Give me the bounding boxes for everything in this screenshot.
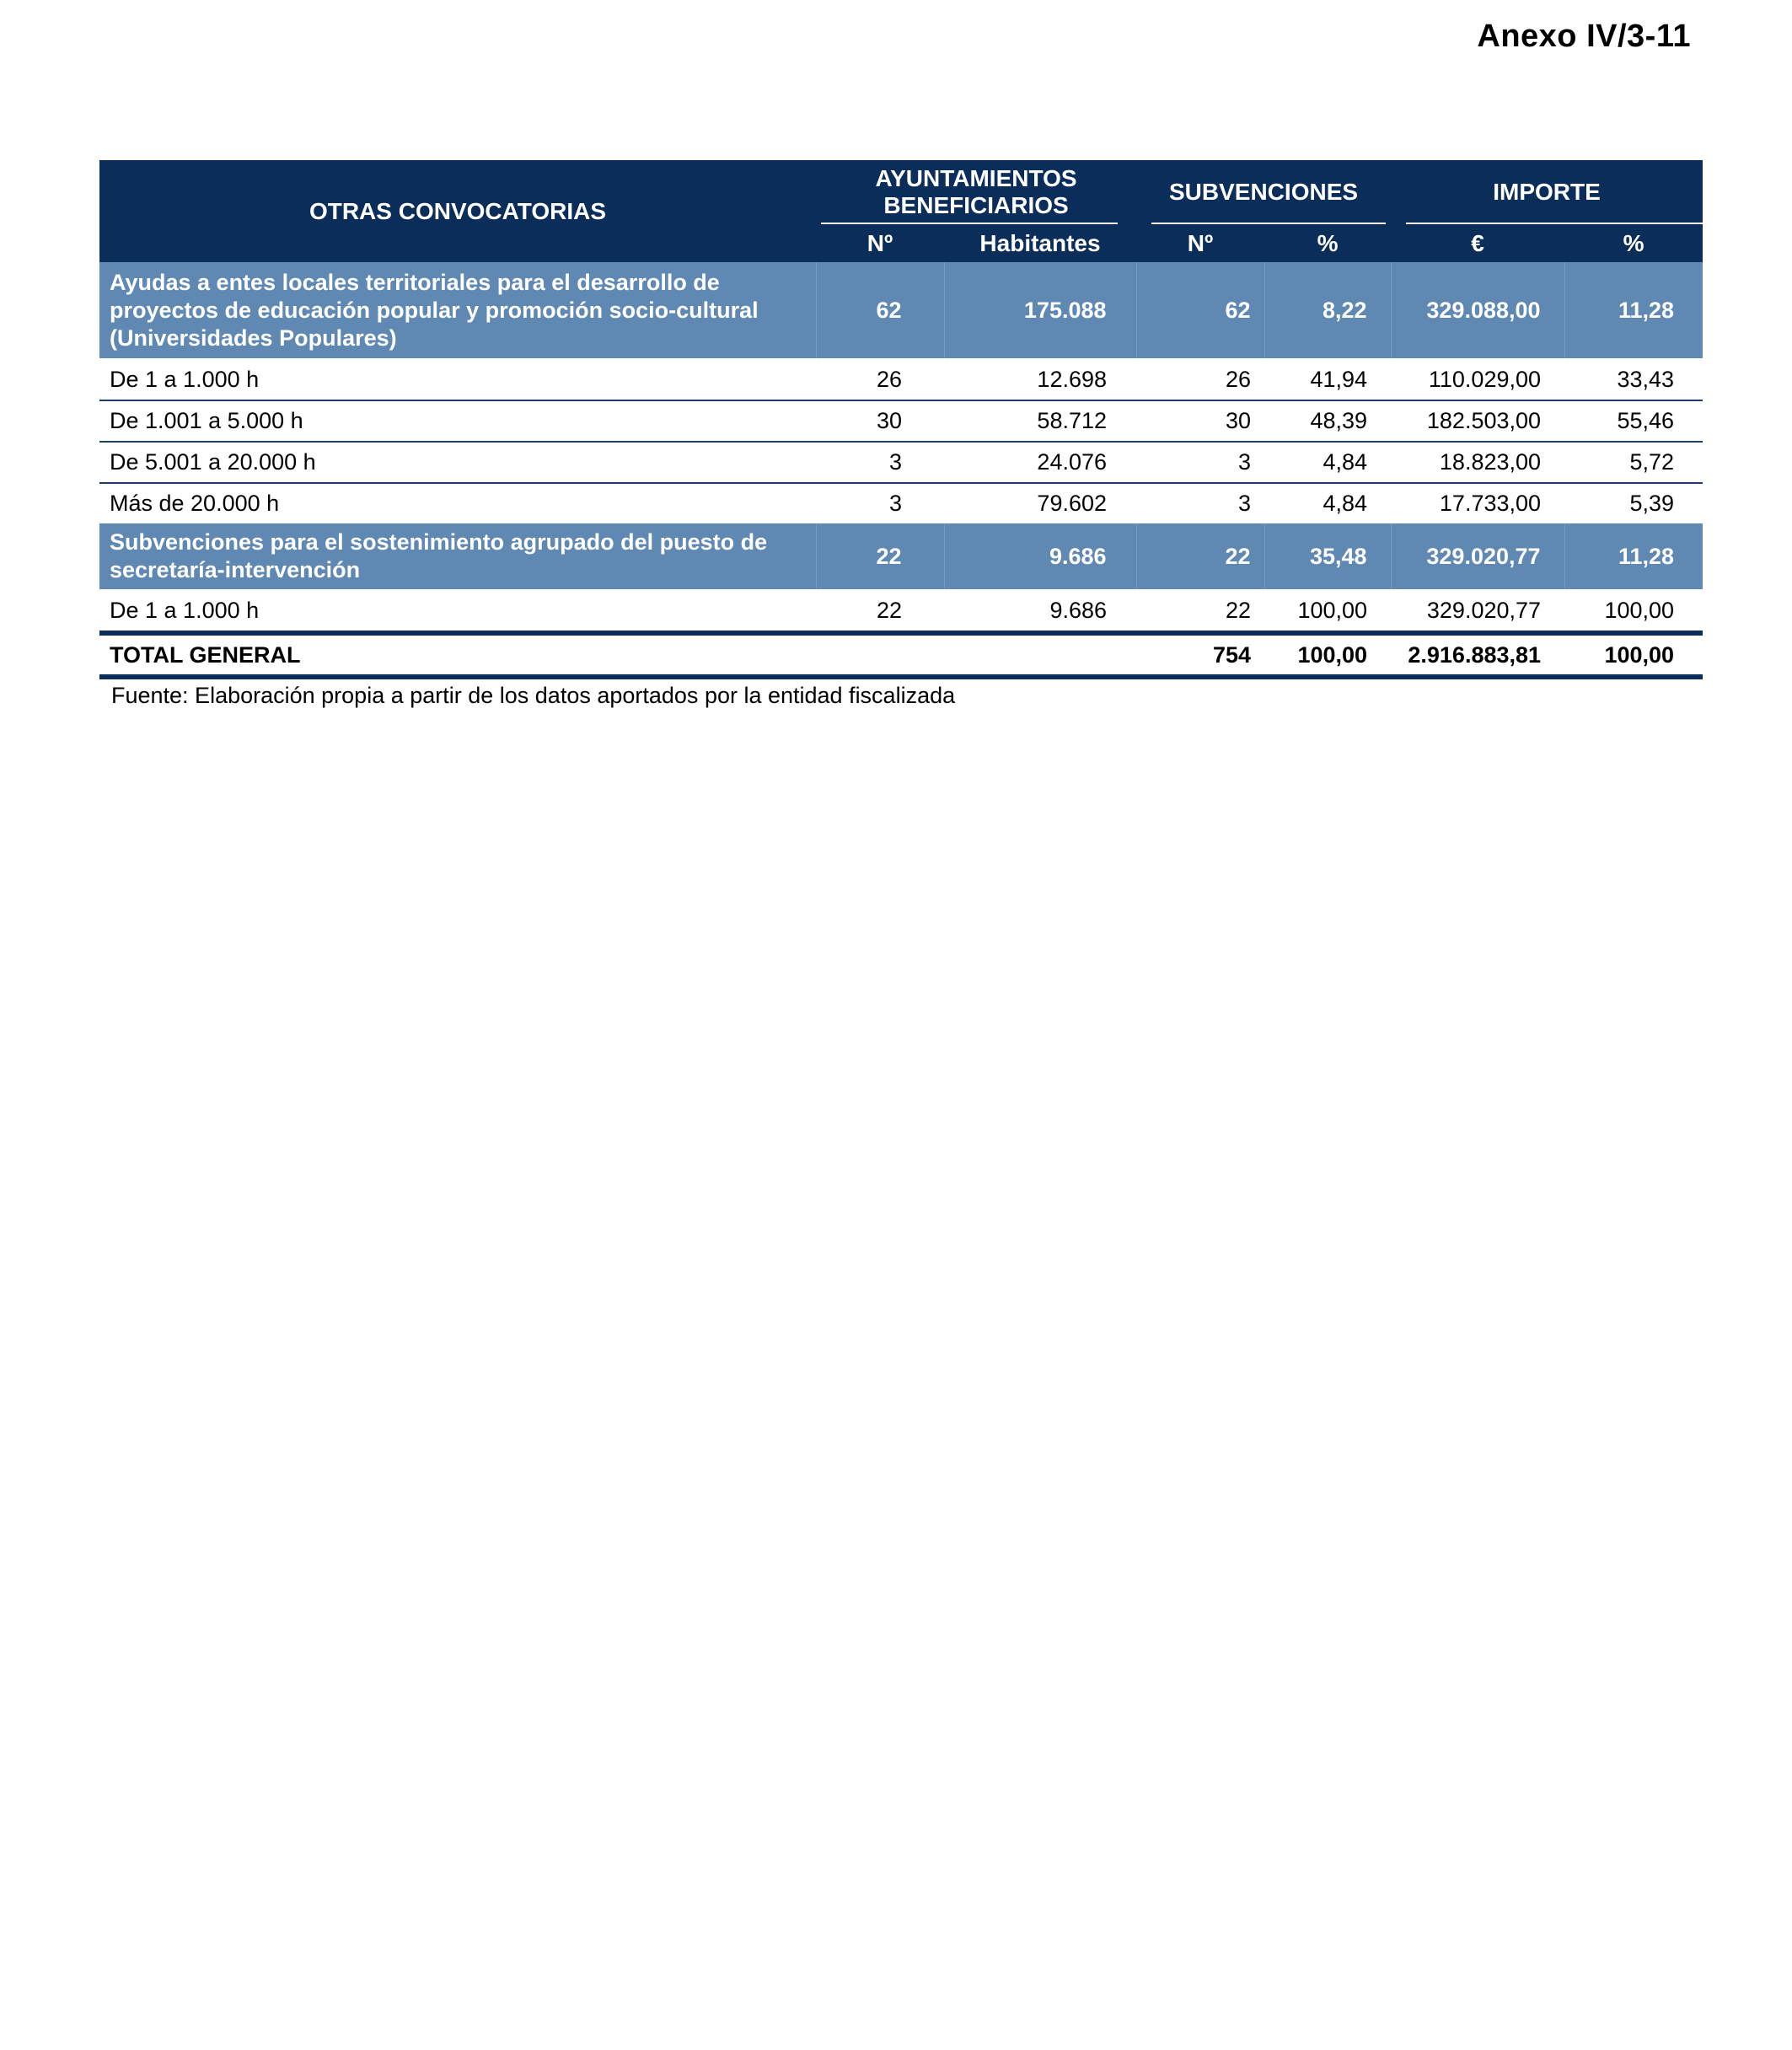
cell-subv-n: 26 xyxy=(1136,359,1264,400)
cell-habitantes: 58.712 xyxy=(944,400,1136,442)
cell-subv-n: 22 xyxy=(1225,598,1252,623)
table-row-total xyxy=(99,633,1703,677)
header-ayunt-n: Nº xyxy=(816,224,944,262)
header-group-importe xyxy=(1391,160,1703,224)
header-divider xyxy=(821,223,1118,224)
table-row xyxy=(99,359,1703,400)
cell-importe-pct: 11,28 xyxy=(1564,523,1703,590)
total-subv-pct: 100,00 xyxy=(1264,633,1391,677)
header-divider xyxy=(1151,223,1386,224)
cell-habitantes: 79.602 xyxy=(1037,491,1108,516)
table-header xyxy=(99,160,1703,262)
cell-subv-n: 22 xyxy=(1136,523,1264,590)
cell-importe-pct: 5,39 xyxy=(1629,491,1675,516)
cell-importe-pct: 5,72 xyxy=(1564,442,1703,483)
cell-importe-eur: 329.020,77 xyxy=(1426,598,1542,623)
total-label: TOTAL GENERAL xyxy=(99,633,816,677)
cell-habitantes: 9.686 xyxy=(1049,598,1108,623)
cell-importe-eur: 182.503,00 xyxy=(1391,400,1564,442)
header-group-ayuntamientos-label: AYUNTAMIENTOS BENEFICIARIOS xyxy=(875,165,1077,218)
cell-subv-n: 3 xyxy=(1136,442,1264,483)
cell-importe-eur: 18.823,00 xyxy=(1391,442,1564,483)
cell-ayunt-n: 22 xyxy=(816,523,944,590)
header-group-subvenciones-label: SUBVENCIONES xyxy=(1169,179,1359,205)
cell-ayunt-n: 26 xyxy=(816,359,944,400)
table-row-group xyxy=(99,262,1703,359)
header-subv-pct: % xyxy=(1264,224,1391,262)
cell-subv-pct: 41,94 xyxy=(1264,359,1391,400)
row-description: De 1.001 a 5.000 h xyxy=(99,400,816,442)
cell-habitantes: 24.076 xyxy=(944,442,1136,483)
header-ayunt-habitantes: Habitantes xyxy=(944,224,1136,262)
total-importe-eur: 2.916.883,81 xyxy=(1391,633,1564,677)
header-group-importe-label: IMPORTE xyxy=(1493,179,1601,205)
source-note: Fuente: Elaboración propia a partir de los datos aportados por la entidad fiscalizada xyxy=(111,683,956,708)
header-group-ayuntamientos xyxy=(816,160,1136,224)
cell-subv-n: 62 xyxy=(1136,262,1264,359)
annex-title: Anexo IV/3-11 xyxy=(1477,19,1691,54)
cell-ayunt-n: 3 xyxy=(888,491,902,516)
cell-subv-pct: 48,39 xyxy=(1264,400,1391,442)
table-row xyxy=(99,400,1703,442)
cell-subv-pct: 100,00 xyxy=(1297,598,1368,623)
cell-subv-pct: 4,84 xyxy=(1264,442,1391,483)
total-importe-pct: 100,00 xyxy=(1564,633,1703,677)
cell-importe-eur: 329.020,77 xyxy=(1391,523,1564,590)
header-group-subvenciones xyxy=(1136,160,1391,224)
cell-importe-eur: 329.088,00 xyxy=(1391,262,1564,359)
cell-importe-pct: 11,28 xyxy=(1564,262,1703,359)
cell-importe-pct: 100,00 xyxy=(1604,598,1675,623)
header-importe-eur: € xyxy=(1391,224,1564,262)
cell-habitantes: 9.686 xyxy=(944,523,1136,590)
cell-subv-pct: 8,22 xyxy=(1264,262,1391,359)
row-description: Más de 20.000 h xyxy=(110,491,280,516)
data-table xyxy=(99,160,1703,679)
cell-importe-eur: 17.733,00 xyxy=(1439,491,1542,516)
cell-importe-pct: 33,43 xyxy=(1564,359,1703,400)
table-row-group xyxy=(99,523,1703,590)
cell-habitantes: 175.088 xyxy=(944,262,1136,359)
cell-subv-pct: 35,48 xyxy=(1264,523,1391,590)
cell-ayunt-n: 30 xyxy=(816,400,944,442)
cell-importe-pct: 55,46 xyxy=(1564,400,1703,442)
cell-subv-n: 30 xyxy=(1136,400,1264,442)
row-description: Subvenciones para el sostenimiento agrupado del puesto de secretaría-intervención xyxy=(99,523,816,590)
table-row xyxy=(99,483,1703,523)
row-description: De 1 a 1.000 h xyxy=(99,359,816,400)
header-importe-pct: % xyxy=(1564,224,1703,262)
header-subv-n: Nº xyxy=(1136,224,1264,262)
cell-importe-eur: 110.029,00 xyxy=(1391,359,1564,400)
row-description: De 5.001 a 20.000 h xyxy=(99,442,816,483)
table-row xyxy=(99,442,1703,483)
table-body xyxy=(99,262,1703,677)
row-description: De 1 a 1.000 h xyxy=(110,598,260,623)
cell-subv-pct: 4,84 xyxy=(1323,491,1368,516)
cell-habitantes xyxy=(944,633,1136,677)
row-description: Ayudas a entes locales territoriales para el desarrollo de proyectos de educación popular y promoción socio-cultural (Universidades Populares) xyxy=(99,262,816,359)
cell-ayunt-n xyxy=(816,633,944,677)
cell-ayunt-n: 22 xyxy=(876,598,902,623)
header-divider xyxy=(1406,223,1703,224)
total-subv-n: 754 xyxy=(1136,633,1264,677)
cell-ayunt-n: 3 xyxy=(816,442,944,483)
header-otras-convocatorias: OTRAS CONVOCATORIAS xyxy=(99,160,816,262)
cell-subv-n: 3 xyxy=(1237,491,1252,516)
cell-habitantes: 12.698 xyxy=(944,359,1136,400)
cell-ayunt-n: 62 xyxy=(816,262,944,359)
table-row xyxy=(99,590,1703,633)
data-table-wrapper xyxy=(99,160,1703,709)
